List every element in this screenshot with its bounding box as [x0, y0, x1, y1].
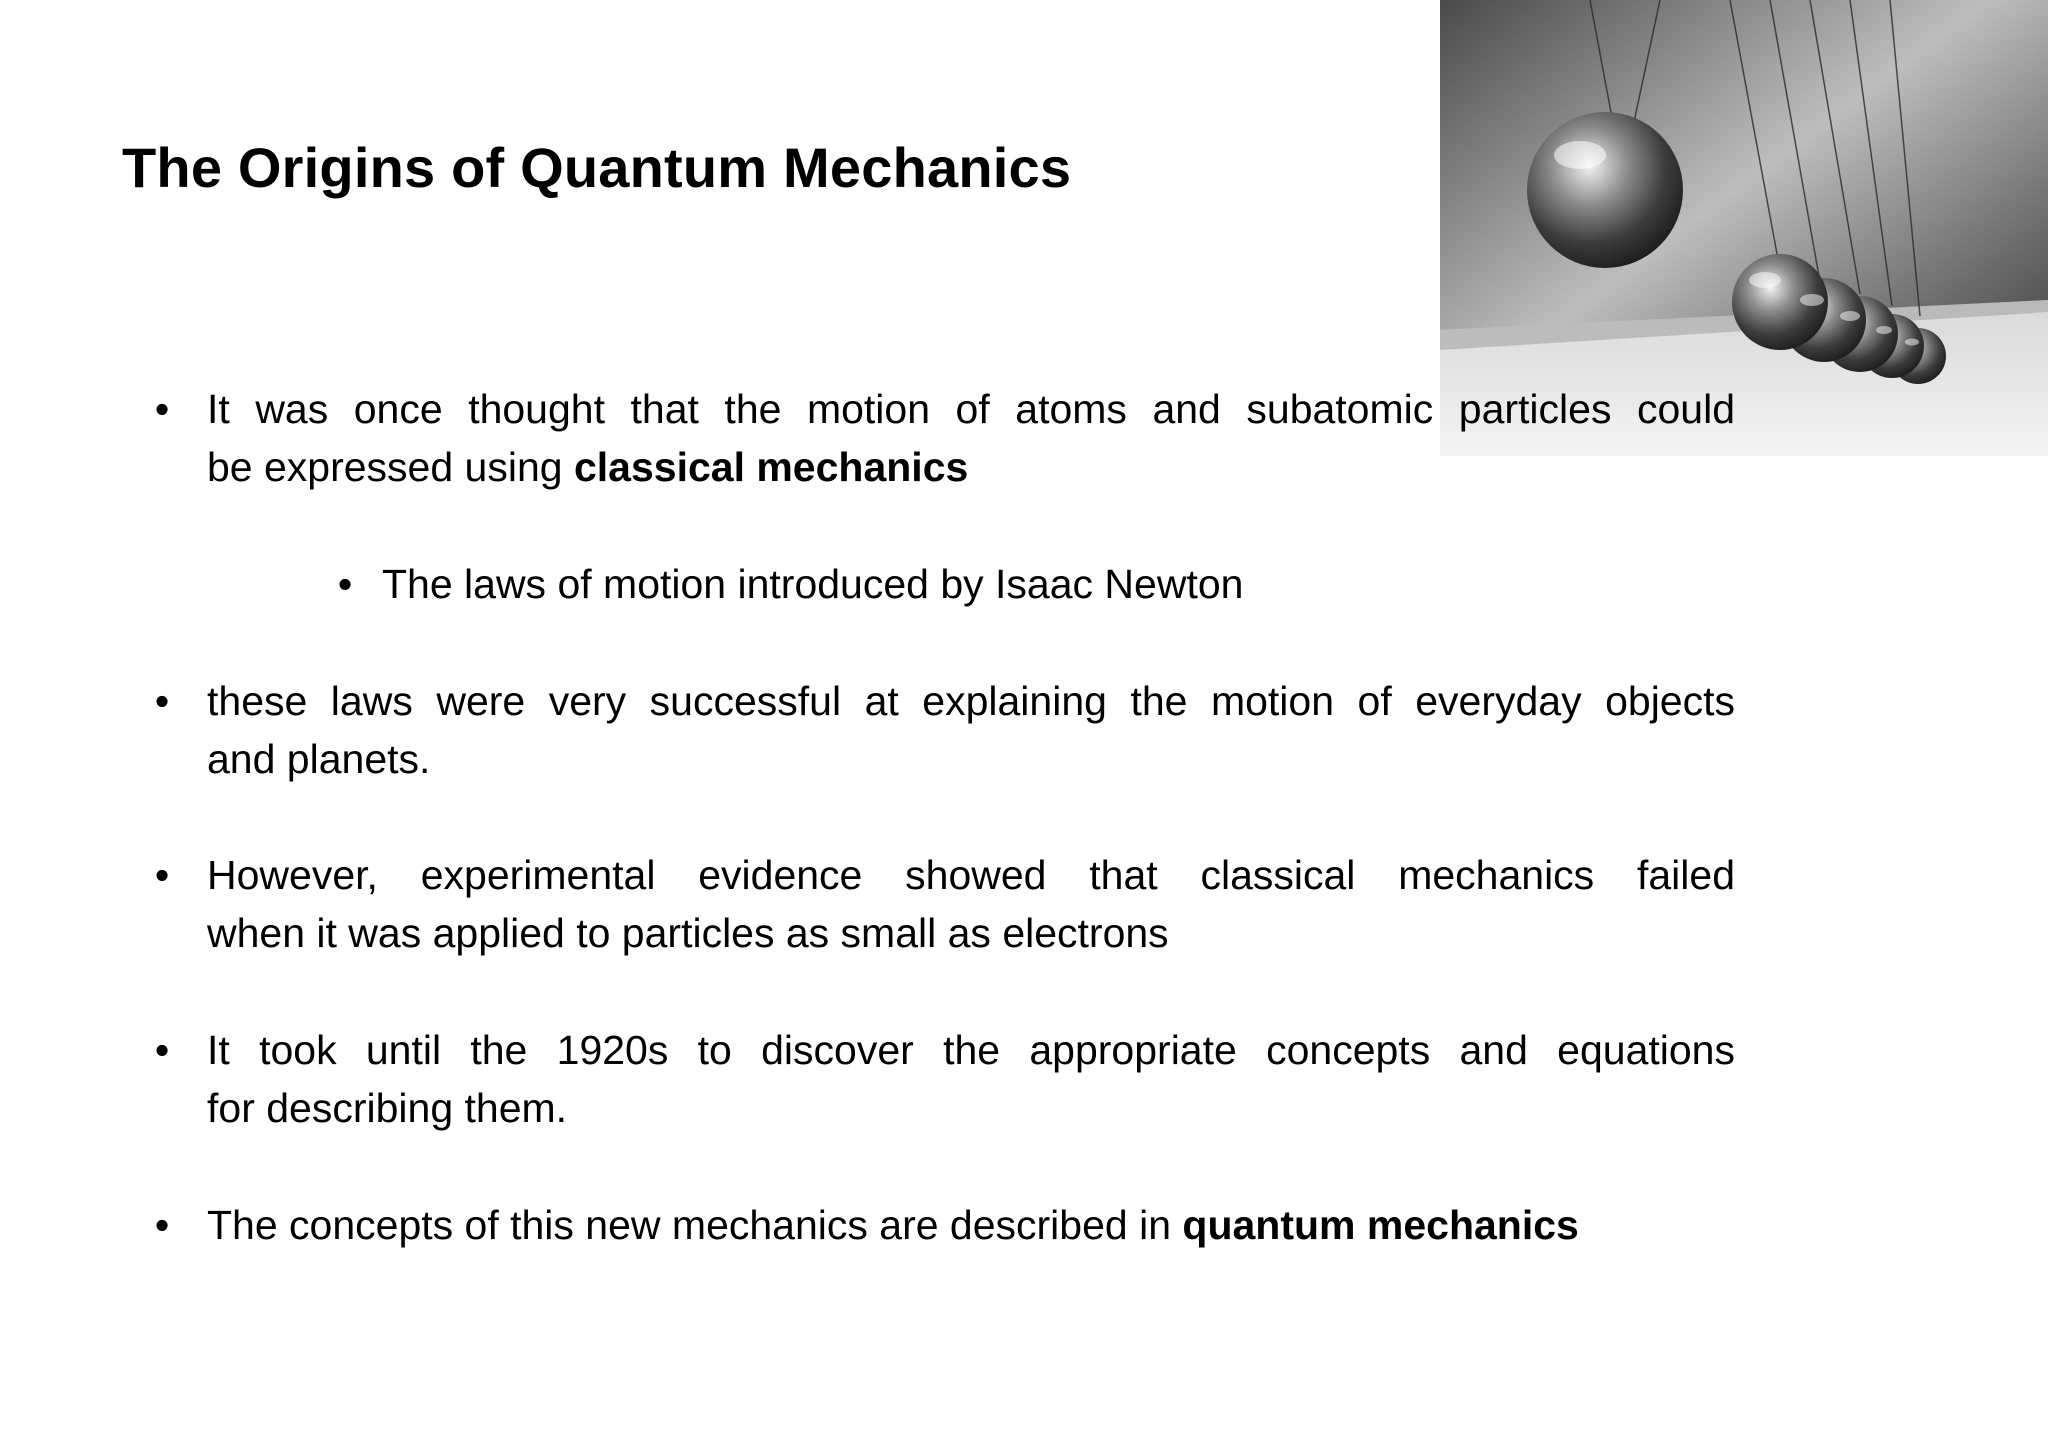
- bullet-text-line: However, experimental evidence showed that classical mechanics failed: [207, 852, 1735, 898]
- bullet-text-line: It was once thought that the motion of atoms and subatomic particles could: [207, 386, 1735, 432]
- sub-bullet-text: The laws of motion introduced by Isaac Newton: [382, 561, 1244, 607]
- bullet-text-line: [207, 438, 1735, 496]
- bullet-item: [154, 672, 1735, 788]
- slide-title: The Origins of Quantum Mechanics: [122, 136, 1072, 199]
- bullet-icon: •: [154, 1027, 170, 1073]
- bullet-icon: •: [154, 1202, 170, 1248]
- bold-term-classical-mechanics: classical mechanics: [573, 444, 969, 490]
- bullet-item: [154, 380, 1735, 496]
- sub-bullet-item: [337, 555, 1682, 613]
- bullet-text-line: when it was applied to particles as small as electrons: [207, 910, 1169, 956]
- bullet-text: be expressed using: [207, 444, 574, 490]
- bullet-icon: •: [154, 386, 170, 432]
- bullet-text-line: for describing them.: [207, 1085, 568, 1131]
- bullet-text-line: these laws were very successful at explaining the motion of everyday objects: [207, 678, 1735, 724]
- bullet-icon: •: [154, 852, 170, 898]
- bullet-text-line: and planets.: [207, 736, 431, 782]
- bullet-text-line: It took until the 1920s to discover the appropriate concepts and equations: [207, 1027, 1735, 1073]
- bullet-item: [154, 1021, 1735, 1137]
- bold-term-quantum-mechanics: quantum mechanics: [1182, 1202, 1579, 1248]
- bullet-icon: •: [154, 678, 170, 724]
- bullet-text: The concepts of this new mechanics are described in: [207, 1202, 1183, 1248]
- bullet-item: [154, 846, 1735, 962]
- bullet-text-line: [207, 1196, 1735, 1254]
- bullet-icon: •: [337, 561, 353, 607]
- bullet-item: [154, 1196, 1735, 1254]
